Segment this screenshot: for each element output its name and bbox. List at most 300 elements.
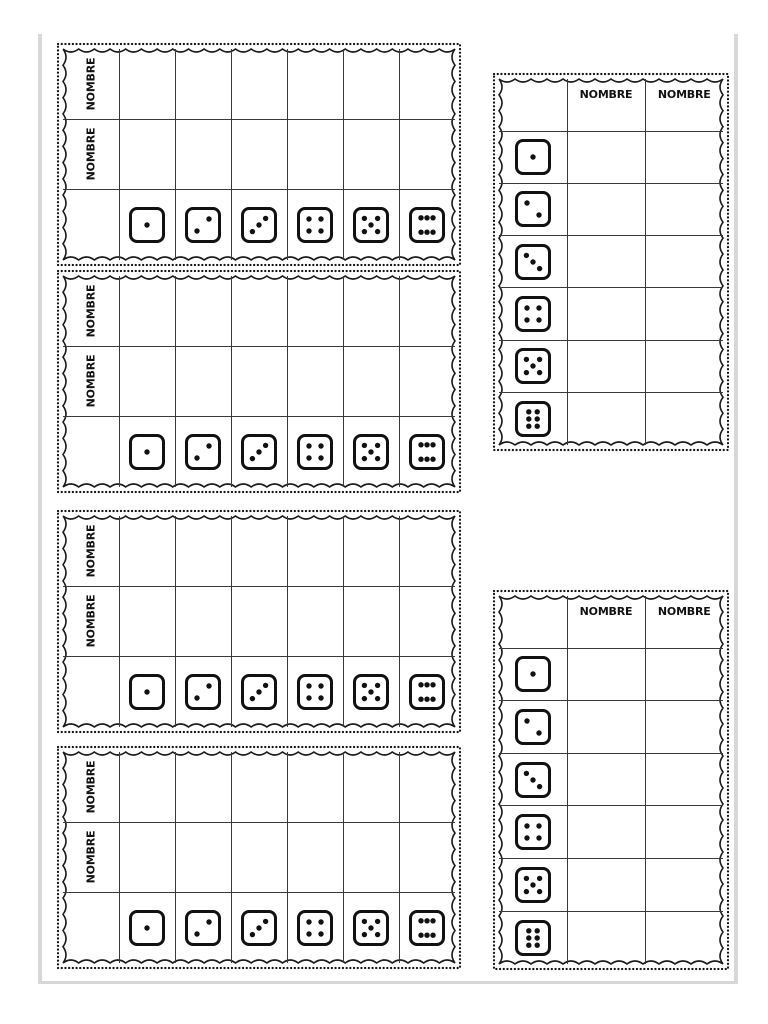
die-face-6-icon <box>409 434 445 470</box>
die-pip <box>536 213 541 218</box>
die-row <box>499 806 723 859</box>
die-row <box>499 753 723 806</box>
die-pip <box>419 442 424 447</box>
player-row <box>63 49 455 119</box>
blank-cell <box>63 190 119 260</box>
score-cell[interactable] <box>645 183 723 235</box>
die-pip <box>537 889 542 894</box>
die-pip <box>526 424 531 429</box>
score-cell[interactable] <box>567 393 645 445</box>
die-cell <box>231 190 287 260</box>
score-cell[interactable] <box>645 236 723 288</box>
die-pip <box>419 697 424 702</box>
die-pip <box>431 230 436 235</box>
die-pip <box>523 876 528 881</box>
die-pip <box>530 777 535 782</box>
die-pip <box>534 935 539 940</box>
die-face-4-icon <box>297 910 333 946</box>
die-pip <box>368 222 373 227</box>
die-pip <box>425 933 430 938</box>
die-pip <box>419 933 424 938</box>
player-name-label: NOMBRE <box>84 355 98 408</box>
dice-row <box>63 893 455 963</box>
die-pip <box>306 228 311 233</box>
printable-sheet <box>38 34 738 984</box>
score-cell[interactable] <box>119 516 175 586</box>
score-cell[interactable] <box>567 911 645 964</box>
die-cell <box>119 657 175 727</box>
die-pip <box>362 919 367 924</box>
score-cell[interactable] <box>119 276 175 346</box>
player-name-label: NOMBRE <box>84 57 98 111</box>
score-cell[interactable] <box>231 276 287 346</box>
player-name-cell <box>567 79 645 131</box>
die-pip <box>375 229 380 234</box>
die-pip <box>524 836 529 841</box>
player-name-label: NOMBRE <box>84 831 98 884</box>
die-pip <box>431 215 436 220</box>
score-cell[interactable] <box>645 701 723 754</box>
header-row <box>499 596 723 648</box>
die-face-6-icon <box>515 401 551 437</box>
score-cell[interactable] <box>645 340 723 392</box>
die-pip <box>256 222 261 227</box>
die-pip <box>534 424 539 429</box>
score-cell[interactable] <box>119 752 175 822</box>
die-face-2-icon <box>515 709 551 745</box>
die-pip <box>250 696 255 701</box>
score-cell[interactable] <box>567 753 645 806</box>
die-cell <box>343 893 399 963</box>
die-pip <box>523 370 528 375</box>
die-face-3-icon <box>241 674 277 710</box>
die-pip <box>530 672 535 677</box>
die-pip <box>368 689 373 694</box>
score-cell[interactable] <box>343 516 399 586</box>
player-row <box>63 516 455 586</box>
die-cell <box>287 190 343 260</box>
die-row <box>499 288 723 340</box>
die-cell <box>399 893 455 963</box>
die-row <box>499 648 723 701</box>
score-cell[interactable] <box>175 752 231 822</box>
die-pip <box>318 919 323 924</box>
score-cell[interactable] <box>567 236 645 288</box>
score-cell[interactable] <box>399 49 455 119</box>
die-pip <box>318 455 323 460</box>
die-pip <box>144 689 149 694</box>
die-pip <box>318 228 323 233</box>
score-grid <box>499 79 723 445</box>
player-name-cell <box>63 346 119 416</box>
score-cell[interactable] <box>231 586 287 656</box>
player-row <box>63 346 455 416</box>
die-pip <box>523 889 528 894</box>
die-face-2-icon <box>185 434 221 470</box>
score-cell[interactable] <box>567 859 645 912</box>
die-cell <box>499 753 567 806</box>
die-cell <box>287 657 343 727</box>
die-pip <box>419 230 424 235</box>
score-cell[interactable] <box>567 131 645 183</box>
die-pip <box>256 925 261 930</box>
die-pip <box>362 683 367 688</box>
die-pip <box>250 456 255 461</box>
die-pip <box>534 942 539 947</box>
die-pip <box>537 266 542 271</box>
score-cell[interactable] <box>287 276 343 346</box>
die-cell <box>399 190 455 260</box>
die-pip <box>256 449 261 454</box>
score-cell[interactable] <box>343 276 399 346</box>
die-pip <box>536 824 541 829</box>
die-face-5-icon <box>515 348 551 384</box>
score-grid <box>63 276 455 487</box>
die-cell <box>119 417 175 487</box>
score-cell[interactable] <box>231 119 287 189</box>
die-row <box>499 859 723 912</box>
score-cell[interactable] <box>287 822 343 892</box>
die-pip <box>375 456 380 461</box>
score-cell[interactable] <box>231 516 287 586</box>
die-cell <box>119 190 175 260</box>
die-pip <box>536 836 541 841</box>
score-cell[interactable] <box>645 753 723 806</box>
die-face-3-icon <box>241 434 277 470</box>
player-name-cell <box>567 596 645 648</box>
die-cell <box>499 806 567 859</box>
die-pip <box>318 683 323 688</box>
die-pip <box>144 222 149 227</box>
player-name-label: NOMBRE <box>84 760 98 814</box>
blank-cell <box>63 657 119 727</box>
die-pip <box>537 357 542 362</box>
die-face-1-icon <box>515 139 551 175</box>
die-cell <box>499 236 567 288</box>
die-pip <box>524 317 529 322</box>
die-pip <box>537 876 542 881</box>
score-cell[interactable] <box>231 49 287 119</box>
player-name-cell <box>63 752 119 822</box>
die-pip <box>206 683 211 688</box>
player-name-cell <box>63 516 119 586</box>
die-cell <box>175 417 231 487</box>
player-row <box>63 119 455 189</box>
score-cell[interactable] <box>645 648 723 701</box>
die-pip <box>306 443 311 448</box>
die-pip <box>368 449 373 454</box>
die-pip <box>523 770 528 775</box>
die-pip <box>256 689 261 694</box>
score-cell[interactable] <box>231 346 287 416</box>
score-cell[interactable] <box>399 586 455 656</box>
die-pip <box>425 682 430 687</box>
die-row <box>499 183 723 235</box>
die-pip <box>318 695 323 700</box>
die-row <box>499 131 723 183</box>
die-pip <box>263 683 268 688</box>
die-pip <box>524 824 529 829</box>
die-pip <box>536 305 541 310</box>
die-pip <box>250 229 255 234</box>
player-name-label: NOMBRE <box>84 284 98 338</box>
die-face-1-icon <box>129 674 165 710</box>
score-cell[interactable] <box>175 516 231 586</box>
die-pip <box>524 718 529 723</box>
die-cell <box>175 190 231 260</box>
score-grid <box>63 516 455 727</box>
corner-cell <box>499 596 567 648</box>
die-pip <box>375 696 380 701</box>
score-cell[interactable] <box>645 859 723 912</box>
die-pip <box>431 457 436 462</box>
die-pip <box>524 305 529 310</box>
die-pip <box>362 932 367 937</box>
die-pip <box>318 443 323 448</box>
die-pip <box>362 456 367 461</box>
die-pip <box>526 935 531 940</box>
die-pip <box>194 695 199 700</box>
die-pip <box>419 918 424 923</box>
score-cell[interactable] <box>343 822 399 892</box>
die-cell <box>343 190 399 260</box>
die-pip <box>523 357 528 362</box>
score-cell[interactable] <box>645 288 723 340</box>
corner-cell <box>499 79 567 131</box>
die-face-3-icon <box>241 910 277 946</box>
score-cell[interactable] <box>287 346 343 416</box>
player-name-cell <box>63 822 119 892</box>
score-cell[interactable] <box>119 119 175 189</box>
player-name-label: NOMBRE <box>84 128 98 181</box>
score-cell[interactable] <box>175 822 231 892</box>
die-pip <box>425 442 430 447</box>
die-pip <box>534 416 539 421</box>
die-row <box>499 911 723 964</box>
die-pip <box>425 457 430 462</box>
die-face-3-icon <box>515 244 551 280</box>
die-cell <box>499 288 567 340</box>
score-cell[interactable] <box>399 752 455 822</box>
die-cell <box>175 657 231 727</box>
die-cell <box>287 417 343 487</box>
die-cell <box>499 911 567 964</box>
player-name-label: NOMBRE <box>657 88 711 101</box>
score-cell[interactable] <box>645 393 723 445</box>
die-pip <box>530 882 535 887</box>
die-pip <box>534 928 539 933</box>
score-cell[interactable] <box>287 516 343 586</box>
dice-row <box>63 417 455 487</box>
die-face-3-icon <box>241 207 277 243</box>
score-cell[interactable] <box>567 340 645 392</box>
die-row <box>499 340 723 392</box>
die-cell <box>499 648 567 701</box>
die-face-4-icon <box>515 296 551 332</box>
die-face-2-icon <box>185 674 221 710</box>
die-cell <box>499 393 567 445</box>
die-pip <box>536 730 541 735</box>
score-cell[interactable] <box>175 119 231 189</box>
die-pip <box>530 364 535 369</box>
die-pip <box>537 784 542 789</box>
die-pip <box>526 928 531 933</box>
player-name-label: NOMBRE <box>579 605 633 618</box>
die-pip <box>362 216 367 221</box>
die-face-4-icon <box>515 814 551 850</box>
die-face-5-icon <box>515 867 551 903</box>
die-pip <box>368 925 373 930</box>
die-pip <box>425 697 430 702</box>
die-cell <box>399 417 455 487</box>
score-cell[interactable] <box>567 806 645 859</box>
dice-row <box>63 657 455 727</box>
score-cell[interactable] <box>119 49 175 119</box>
score-cell[interactable] <box>287 752 343 822</box>
player-name-cell <box>63 49 119 119</box>
score-cell[interactable] <box>231 752 287 822</box>
die-pip <box>536 317 541 322</box>
die-face-2-icon <box>515 191 551 227</box>
score-card-horizontal-3 <box>56 509 462 734</box>
score-cell[interactable] <box>399 119 455 189</box>
score-cell[interactable] <box>567 183 645 235</box>
die-face-5-icon <box>353 910 389 946</box>
score-cell[interactable] <box>343 752 399 822</box>
player-name-cell <box>63 119 119 189</box>
score-cell[interactable] <box>645 806 723 859</box>
player-name-label: NOMBRE <box>84 595 98 648</box>
die-face-5-icon <box>353 674 389 710</box>
die-pip <box>530 154 535 159</box>
score-cell[interactable] <box>645 131 723 183</box>
score-cell[interactable] <box>567 288 645 340</box>
die-pip <box>306 919 311 924</box>
score-cell[interactable] <box>175 586 231 656</box>
die-face-1-icon <box>129 434 165 470</box>
die-cell <box>231 417 287 487</box>
die-pip <box>194 931 199 936</box>
die-pip <box>431 933 436 938</box>
score-cell[interactable] <box>287 586 343 656</box>
die-pip <box>194 455 199 460</box>
die-cell <box>287 893 343 963</box>
score-card-vertical-1 <box>492 72 730 452</box>
player-name-cell <box>63 586 119 656</box>
die-row <box>499 701 723 754</box>
die-pip <box>431 697 436 702</box>
die-pip <box>306 931 311 936</box>
die-face-6-icon <box>409 207 445 243</box>
score-card-horizontal-1 <box>56 42 462 267</box>
die-pip <box>362 696 367 701</box>
score-cell[interactable] <box>399 822 455 892</box>
score-cell[interactable] <box>399 516 455 586</box>
player-row <box>63 752 455 822</box>
die-pip <box>526 942 531 947</box>
score-cell[interactable] <box>231 822 287 892</box>
die-pip <box>375 919 380 924</box>
die-pip <box>144 449 149 454</box>
blank-cell <box>63 417 119 487</box>
score-card-vertical-2 <box>492 589 730 971</box>
die-pip <box>250 932 255 937</box>
die-face-6-icon <box>515 920 551 956</box>
die-pip <box>526 409 531 414</box>
die-pip <box>524 201 529 206</box>
score-cell[interactable] <box>175 346 231 416</box>
score-cell[interactable] <box>119 822 175 892</box>
score-cell[interactable] <box>287 119 343 189</box>
die-pip <box>534 409 539 414</box>
player-row <box>63 276 455 346</box>
score-cell[interactable] <box>399 276 455 346</box>
die-pip <box>530 259 535 264</box>
die-pip <box>206 919 211 924</box>
die-cell <box>231 893 287 963</box>
score-cell[interactable] <box>175 49 231 119</box>
die-face-5-icon <box>353 207 389 243</box>
player-row <box>63 586 455 656</box>
die-cell <box>499 340 567 392</box>
die-face-6-icon <box>409 674 445 710</box>
die-face-4-icon <box>297 207 333 243</box>
header-row <box>499 79 723 131</box>
player-name-cell <box>63 276 119 346</box>
score-cell[interactable] <box>399 346 455 416</box>
die-pip <box>419 215 424 220</box>
score-grid <box>63 752 455 963</box>
score-cell[interactable] <box>645 911 723 964</box>
die-pip <box>263 443 268 448</box>
score-cell[interactable] <box>343 119 399 189</box>
die-pip <box>431 682 436 687</box>
die-pip <box>306 455 311 460</box>
score-cell[interactable] <box>343 346 399 416</box>
die-face-2-icon <box>185 910 221 946</box>
score-cell[interactable] <box>119 586 175 656</box>
score-cell[interactable] <box>119 346 175 416</box>
die-pip <box>425 215 430 220</box>
player-name-label: NOMBRE <box>579 88 633 101</box>
score-cell[interactable] <box>287 49 343 119</box>
die-cell <box>231 657 287 727</box>
die-cell <box>399 657 455 727</box>
die-row <box>499 393 723 445</box>
die-face-1-icon <box>515 656 551 692</box>
die-cell <box>499 859 567 912</box>
die-pip <box>431 442 436 447</box>
die-face-1-icon <box>129 207 165 243</box>
score-cell[interactable] <box>175 276 231 346</box>
die-pip <box>362 229 367 234</box>
die-pip <box>206 443 211 448</box>
die-pip <box>144 925 149 930</box>
die-pip <box>318 216 323 221</box>
score-cell[interactable] <box>343 586 399 656</box>
die-pip <box>425 230 430 235</box>
die-face-2-icon <box>185 207 221 243</box>
die-face-4-icon <box>297 674 333 710</box>
die-cell <box>175 893 231 963</box>
score-cell[interactable] <box>567 648 645 701</box>
player-name-cell <box>645 79 723 131</box>
die-cell <box>119 893 175 963</box>
score-cell[interactable] <box>567 701 645 754</box>
die-face-4-icon <box>297 434 333 470</box>
score-cell[interactable] <box>343 49 399 119</box>
die-face-3-icon <box>515 762 551 798</box>
